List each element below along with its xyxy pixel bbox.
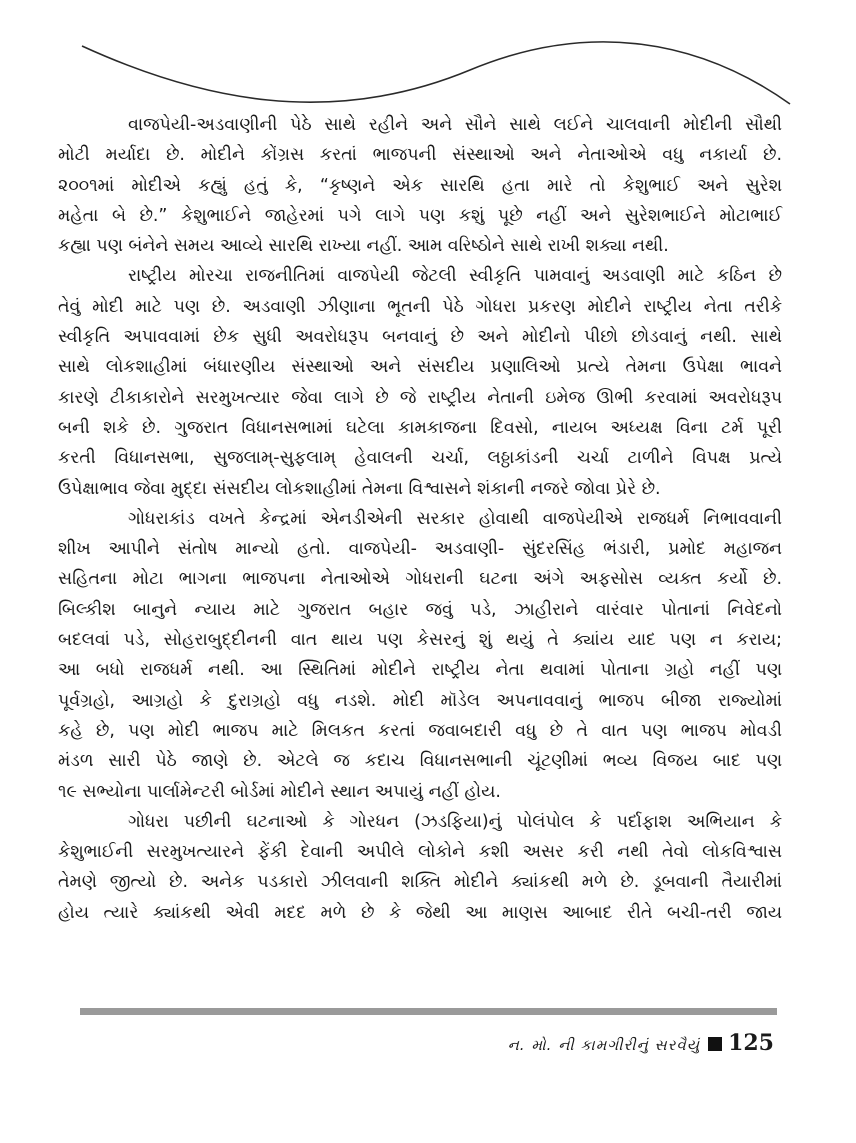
text-line: કહે છે, પણ મોદી ભાજપ માટે મિલકત કરતાં જવાબદારી વધુ છે તે વાત પણ ભાજપ મોવડી [58,720,782,741]
bottom-rule [80,1008,777,1015]
paragraph [58,504,782,807]
text-line: આ બધો રાજધર્મ નથી. આ સ્થિતિમાં મોદીને રાષ્ટ્રીય નેતા થવામાં પોતાના ગ્રહો નહીં પણ [58,660,782,681]
text-line: શીખ આપીને સંતોષ માન્યો હતો. વાજપેયી- અડવાણી- સુંદરસિંહ ભંડારી, પ્રમોદ મહાજન [58,539,782,560]
text-line: કરતી વિધાનસભા, સુજલામ્-સુફલામ્ હેવાલની ચર્ચા, લઠ્ઠાકાંડની ચર્ચા ટાળીને વિપક્ષ પ્રત્યે [58,448,782,469]
text-line: બની શકે છે. ગુજરાત વિધાનસભામાં ઘટેલા કામકાજના દિવસો, નાયબ અધ્યક્ષ વિના ટર્મ પૂરી [58,417,782,438]
text-line: રાષ્ટ્રીય મોરચા રાજનીતિમાં વાજપેયી જેટલી સ્વીકૃતિ પામવાનું અડવાણી માટે કઠિન છે [128,266,782,287]
text-line: બદલવાં પડે, સોહરાબુદ્દીનની વાત થાય પણ કેસરનું શું થયું તે ક્યાંય યાદ પણ ન કરાય; [58,630,782,651]
text-line: કેશુભાઈની સરમુખત્યારને ફેંકી દેવાની અપીલે લોકોને કશી અસર કરી નથી તેવો લોકવિશ્વાસ [58,842,782,863]
paragraph [58,110,782,261]
text-line: મોટી મર્યાદા છે. મોદીને કોંગ્રસ કરતાં ભાજપની સંસ્થાઓ અને નેતાઓએ વધુ નકાર્યા છે. [58,145,782,166]
text-line: ૨૦૦૧માં મોદીએ કહ્યું હતું કે, “કૃષ્ણને એક સારથિ હતા મારે તો કેશુભાઈ અને સુરેશ [58,175,782,196]
text-line: સ્વીકૃતિ અપાવવામાં છેક સુધી અવરોધરૂપ બનવાનું છે અને મોદીનો પીછો છોડવાનું નથી. સાથે [58,327,782,348]
text-line: કહ્યા પણ બંનેને સમય આવ્યે સારથિ રાખ્યા નહીં. આમ વરિષ્ઠોને સાથે રાખી શક્યા નથી. [58,236,669,257]
text-line: તેમણે જીત્યો છે. અનેક પડકારો ઝીલવાની શક્તિ મોદીને ક્યાંકથી મળે છે. ડૂબવાની તૈયારીમાં [58,872,782,893]
decorative-wave-line [0,0,856,120]
paragraph [58,807,782,928]
text-line: ૧૯ સભ્યોના પાર્લામેન્ટરી બોર્ડમાં મોદીને સ્થાન અપાયું નહીં હોય. [58,781,501,802]
article-body [58,110,782,928]
text-line: મંડળ સારી પેઠે જાણે છે. એટલે જ કદાચ વિધાનસભાની ચૂંટણીમાં ભવ્ય વિજય બાદ પણ [58,751,782,772]
paragraph [58,261,782,503]
text-line: બિલ્કીશ બાનુને ન્યાય માટે ગુજરાત બહાર જવું પડે, ઝાહીરાને વારંવાર પોતાનાં નિવેદનો [58,599,782,620]
text-line: ઉપેક્ષાભાવ જેવા મુદ્દા સંસદીય લોકશાહીમાં તેમના વિશ્વાસને શંકાની નજરે જોવા પ્રેરે છે. [58,478,661,499]
square-bullet-icon [708,1037,722,1051]
text-line: પૂર્વગ્રહો, આગ્રહો કે દુરાગ્રહો વધુ નડશે. મોદી મૉડેલ અપનાવવાનું ભાજપ બીજા રાજ્યોમાં [58,690,782,711]
text-line: સાથે લોકશાહીમાં બંધારણીય સંસ્થાઓ અને સંસદીય પ્રણાલિઓ પ્રત્યે તેમના ઉપેક્ષા ભાવને [58,357,782,378]
running-title: ન. મો. ની કામગીરીનું સરવૈયું [507,1036,701,1054]
text-line: ગોધરા પછીની ઘટનાઓ કે ગોરધન (ઝડફિયા)નું પોલંપોલ કે પર્દાફાશ અભિયાન કે [128,811,782,832]
page-footer [0,1030,774,1056]
text-line: સહિતના મોટા ભાગના ભાજપના નેતાઓએ ગોધરાની ઘટના અંગે અફસોસ વ્યક્ત કર્યો છે. [58,569,782,590]
text-line: તેવું મોદી માટે પણ છે. અડવાણી ઝીણાના ભૂતની પેઠે ગોધરા પ્રકરણ મોદીને રાષ્ટ્રીય નેતા તરીકે [58,296,782,317]
page-number: 125 [728,1030,774,1056]
text-line: હોય ત્યારે ક્યાંકથી એવી મદદ મળે છે કે જેથી આ માણસ આબાદ રીતે બચી-તરી જાય [58,902,782,923]
text-line: ગોધરાકાંડ વખતે કેન્દ્રમાં એનડીએની સરકાર હોવાથી વાજપેયીએ રાજધર્મ નિભાવવાની [128,508,782,529]
text-line: વાજપેયી-અડવાણીની પેઠે સાથે રહીને અને સૌને સાથે લઈને ચાલવાની મોદીની સૌથી [128,115,782,135]
text-line: મહેતા બે છે.” કેશુભાઈને જાહેરમાં પગે લાગે પણ કશું પૂછે નહીં અને સુરેશભાઈને મોટાભાઈ [58,205,782,226]
text-line: કારણે ટીકાકારોને સરમુખત્યાર જેવા લાગે છે જે રાષ્ટ્રીય નેતાની ઇમેજ ઊભી કરવામાં અવરોધરૂપ [58,387,782,408]
